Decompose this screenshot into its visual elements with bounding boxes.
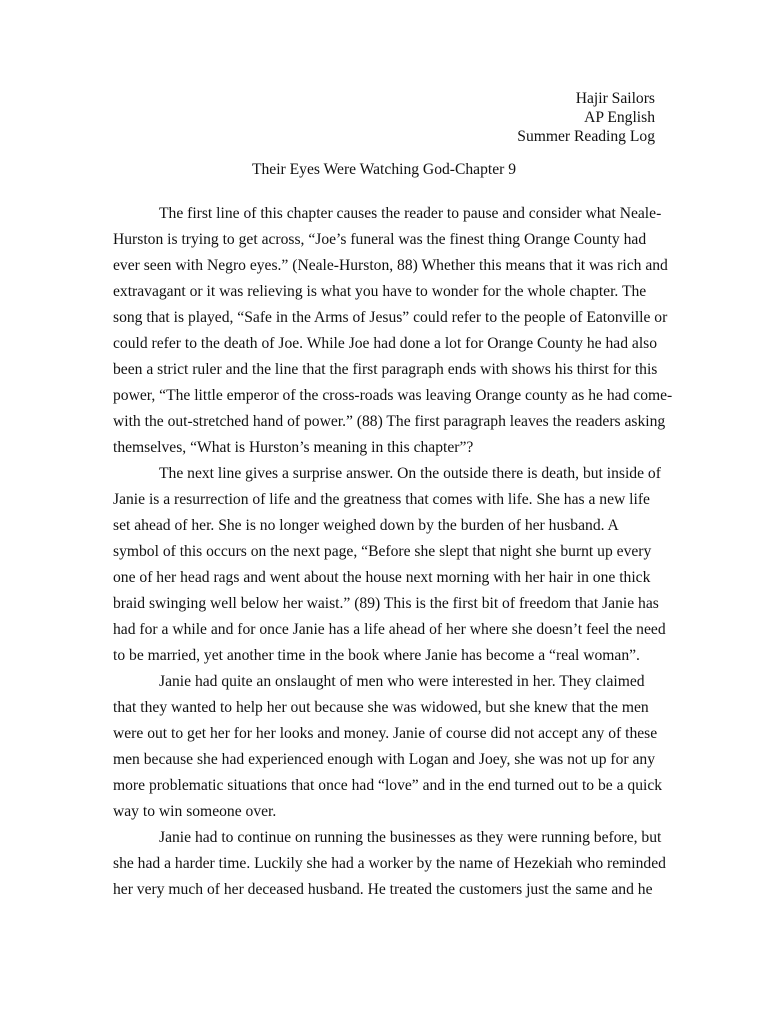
paragraph-line: set ahead of her. She is no longer weighed down by the burden of her husband. A (113, 517, 619, 534)
body-text (113, 201, 673, 903)
paragraph-line: song that is played, “Safe in the Arms of Jesus” could refer to the people of Eatonville or (113, 309, 668, 326)
header-block (517, 89, 655, 146)
paragraph-line: ever seen with Negro eyes.” (Neale-Hurston, 88) Whether this means that it was rich and (113, 257, 668, 274)
author-name: Hajir Sailors (575, 90, 655, 107)
course-name: AP English (584, 109, 655, 126)
paragraph-line: way to win someone over. (113, 803, 277, 820)
paragraph-first-line: Janie had to continue on running the businesses as they were running before, but (159, 829, 662, 846)
paragraph-first-line: The first line of this chapter causes the reader to pause and consider what Neale- (159, 205, 662, 222)
paragraph-line: power, “The little emperor of the cross-roads was leaving Orange county as he had come- (113, 387, 673, 404)
paragraph-line: braid swinging well below her waist.” (89) This is the first bit of freedom that Janie has (113, 595, 659, 612)
paragraph-line: themselves, “What is Hurston’s meaning in this chapter”? (113, 439, 474, 456)
paragraph-line: with the out-stretched hand of power.” (88) The first paragraph leaves the readers asking (113, 413, 666, 430)
paragraph-line: that they wanted to help her out because she was widowed, but she knew that the men (113, 699, 649, 716)
paragraph-line: could refer to the death of Joe. While Joe had done a lot for Orange County he had also (113, 335, 658, 352)
paragraph-first-line: Janie had quite an onslaught of men who were interested in her. They claimed (159, 673, 645, 690)
paragraph-line: were out to get her for her looks and money. Janie of course did not accept any of these (113, 725, 658, 742)
paragraph-line: extravagant or it was relieving is what you have to wonder for the whole chapter. The (113, 283, 647, 300)
document-title: Their Eyes Were Watching God-Chapter 9 (251, 161, 517, 178)
paragraph-first-line: The next line gives a surprise answer. On the outside there is death, but inside of (159, 465, 661, 482)
paragraph-line: one of her head rags and went about the house next morning with her hair in one thick (113, 569, 651, 586)
paragraph-line: Janie is a resurrection of life and the greatness that comes with life. She has a new life (113, 491, 650, 508)
paragraph-line: more problematic situations that once had “love” and in the end turned out to be a quick (113, 777, 663, 794)
paragraph-line: had for a while and for once Janie has a life ahead of her where she doesn’t feel the need (113, 621, 666, 638)
paragraph-line: symbol of this occurs on the next page, “Before she slept that night she burnt up every (113, 543, 652, 560)
assignment-name: Summer Reading Log (517, 128, 655, 145)
paragraph-line: to be married, yet another time in the book where Janie has become a “real woman”. (113, 647, 640, 664)
paragraph-line: men because she had experienced enough with Logan and Joey, she was not up for any (113, 751, 655, 768)
paragraph-line: she had a harder time. Luckily she had a worker by the name of Hezekiah who reminded (113, 855, 666, 872)
paragraph-line: Hurston is trying to get across, “Joe’s funeral was the finest thing Orange County had (113, 231, 647, 248)
paragraph-line: been a strict ruler and the line that the first paragraph ends with shows his thirst for this (113, 361, 658, 378)
paragraph-line: her very much of her deceased husband. He treated the customers just the same and he (113, 881, 653, 898)
